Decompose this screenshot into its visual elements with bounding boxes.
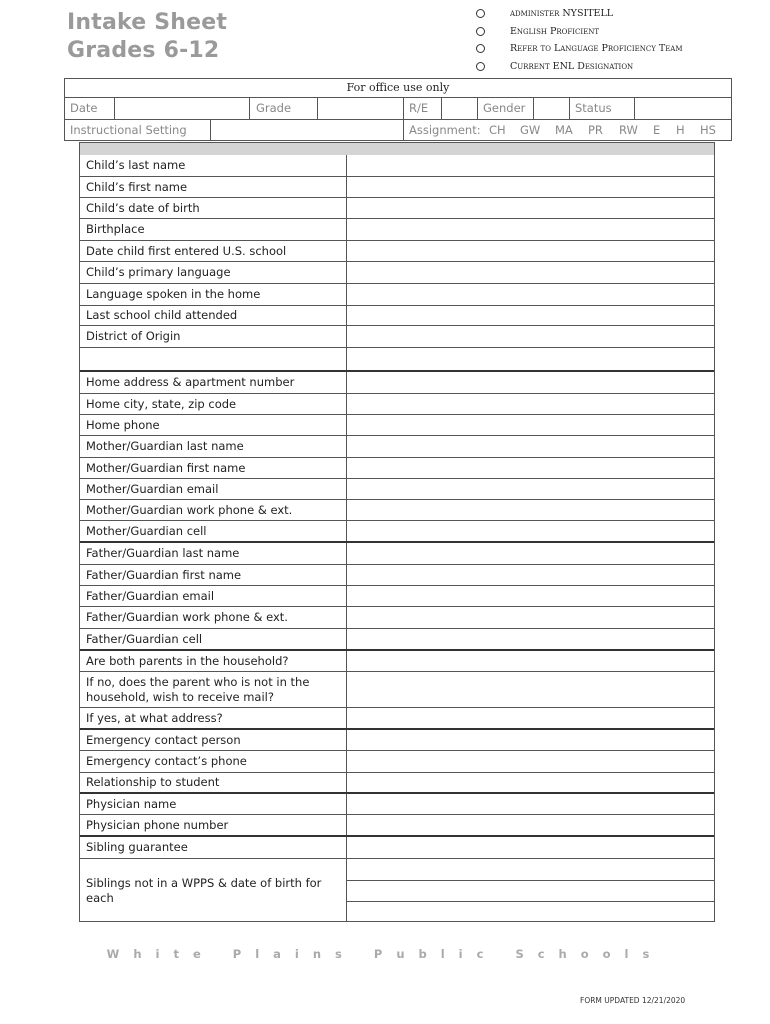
field-row-father-cell[interactable]	[80, 629, 714, 651]
field-row-home-address[interactable]	[80, 372, 714, 394]
field-row-childs-dob[interactable]	[80, 198, 714, 219]
field-label: Father/Guardian cell	[86, 631, 203, 646]
field-row-father-email[interactable]	[80, 586, 714, 607]
field-row-mail-address[interactable]	[80, 708, 714, 730]
field-row-home-language[interactable]	[80, 284, 714, 306]
field-label: Language spoken in the home	[86, 287, 261, 301]
field-label: Home city, state, zip code	[86, 396, 237, 411]
instructional-setting-label: Instructional Setting	[70, 123, 187, 137]
field-label: Father/Guardian email	[86, 588, 215, 603]
field-row-father-last-name[interactable]	[80, 543, 714, 565]
field-row-home-phone[interactable]	[80, 415, 714, 436]
status-field[interactable]	[635, 97, 731, 119]
grade-label: Grade	[256, 101, 292, 115]
status-label: Status	[575, 101, 612, 115]
assignment-option-h[interactable]: H	[676, 123, 685, 137]
gender-field[interactable]	[534, 97, 569, 119]
checklist-label: administer NYSITELL	[510, 8, 614, 20]
assignment-label: Assignment:	[409, 123, 481, 137]
field-label: Siblings not in a WPPS & date of birth for each	[86, 875, 322, 905]
field-label: Are both parents in the household?	[86, 653, 289, 668]
radio-circle-icon[interactable]	[476, 9, 485, 18]
field-label: Mother/Guardian last name	[86, 439, 244, 453]
field-row-relationship[interactable]	[80, 773, 714, 794]
siblings-line-1	[346, 880, 714, 881]
field-row-mother-cell[interactable]	[80, 521, 714, 543]
re-field[interactable]	[442, 97, 477, 119]
field-row-siblings[interactable]	[80, 859, 714, 922]
field-label: Mother/Guardian cell	[86, 523, 207, 538]
office-row-2	[65, 119, 731, 141]
form-title-line2: Grades 6-12	[67, 38, 220, 63]
field-label: Emergency contact’s phone	[86, 754, 247, 768]
field-label: Child’s first name	[86, 179, 188, 194]
instructional-setting-field[interactable]	[211, 119, 403, 141]
field-label: Father/Guardian last name	[86, 546, 240, 560]
field-row-childs-last-name[interactable]	[80, 155, 714, 177]
assignment-option-ch[interactable]: CH	[489, 123, 506, 137]
field-label: Home phone	[86, 417, 160, 432]
radio-circle-icon[interactable]	[476, 27, 485, 36]
field-label: Emergency contact person	[86, 732, 241, 747]
field-row-father-first-name[interactable]	[80, 565, 714, 586]
field-label: Sibling guarantee	[86, 840, 188, 854]
assignment-option-pr[interactable]: PR	[588, 123, 603, 137]
checklist-label: Refer to Language Proficiency Team	[510, 43, 683, 55]
field-label: Last school child attended	[86, 308, 238, 322]
field-row-physician-name[interactable]	[80, 794, 714, 815]
field-label: Child’s last name	[86, 158, 186, 172]
checklist-label: Current ENL Designation	[510, 60, 634, 72]
field-label: Father/Guardian work phone & ext.	[86, 610, 288, 624]
field-row-mother-email[interactable]	[80, 479, 714, 500]
field-label: Physician phone number	[86, 817, 229, 832]
field-label: Relationship to student	[86, 775, 220, 789]
field-row-primary-language[interactable]	[80, 262, 714, 284]
form-header-bar	[80, 143, 714, 155]
field-row-physician-phone[interactable]	[80, 815, 714, 837]
field-row-blank[interactable]	[80, 348, 714, 372]
field-row-district-of-origin[interactable]	[80, 326, 714, 348]
field-row-mail-preference[interactable]	[80, 672, 714, 708]
field-label: If yes, at what address?	[86, 710, 223, 725]
field-row-mother-last-name[interactable]	[80, 436, 714, 458]
field-row-mother-first-name[interactable]	[80, 458, 714, 479]
re-label: R/E	[409, 101, 429, 115]
field-row-emergency-phone[interactable]	[80, 751, 714, 773]
form-title-line1: Intake Sheet	[67, 10, 228, 35]
field-row-emergency-contact[interactable]	[80, 730, 714, 751]
form-updated-date: FORM UPDATED 12/21/2020	[580, 996, 686, 1005]
radio-circle-icon[interactable]	[476, 44, 485, 53]
field-row-sibling-guarantee[interactable]	[80, 837, 714, 859]
field-row-first-us-school[interactable]	[80, 241, 714, 262]
office-row-1	[65, 97, 731, 120]
screening-checklist	[476, 5, 683, 75]
intake-form-table	[79, 142, 715, 922]
field-label: District of Origin	[86, 329, 181, 343]
grade-field[interactable]	[318, 97, 403, 119]
field-row-both-parents[interactable]	[80, 651, 714, 672]
field-label: Birthplace	[86, 222, 145, 236]
field-row-mother-work-phone[interactable]	[80, 500, 714, 521]
school-name-footer: White Plains Public Schools	[106, 947, 664, 961]
assignment-option-hs[interactable]: HS	[700, 123, 716, 137]
assignment-option-gw[interactable]: GW	[520, 123, 541, 137]
field-label: Home address & apartment number	[86, 375, 295, 389]
field-label: Child’s primary language	[86, 265, 231, 279]
gender-label: Gender	[483, 101, 526, 115]
field-label: Mother/Guardian email	[86, 481, 219, 496]
field-label: Father/Guardian first name	[86, 567, 242, 582]
office-use-title: For office use only	[65, 79, 731, 98]
field-label: Child’s date of birth	[86, 200, 200, 215]
checklist-item-enl[interactable]	[476, 58, 683, 76]
date-label: Date	[70, 101, 98, 115]
date-field[interactable]	[115, 97, 249, 119]
office-use-box	[64, 78, 732, 141]
siblings-line-2	[346, 901, 714, 902]
assignment-option-rw[interactable]: RW	[619, 123, 638, 137]
field-label: Mother/Guardian first name	[86, 460, 246, 475]
field-label: Mother/Guardian work phone & ext.	[86, 502, 293, 517]
assignment-option-ma[interactable]: MA	[555, 123, 573, 137]
field-label: Physician name	[86, 796, 177, 811]
field-label: Date child first entered U.S. school	[86, 243, 287, 258]
checklist-item-proficient[interactable]	[476, 23, 683, 41]
field-row-father-work-phone[interactable]	[80, 607, 714, 629]
checklist-label: English Proficient	[510, 25, 600, 37]
checklist-item-refer[interactable]	[476, 40, 683, 58]
field-row-home-city[interactable]	[80, 394, 714, 415]
radio-circle-icon[interactable]	[476, 62, 485, 71]
field-row-childs-first-name[interactable]	[80, 177, 714, 198]
assignment-option-e[interactable]: E	[653, 123, 661, 137]
field-label: If no, does the parent who is not in the household, wish to receive mail?	[86, 674, 310, 704]
checklist-item-nysitell[interactable]	[476, 5, 683, 23]
field-row-birthplace[interactable]	[80, 219, 714, 241]
field-row-last-school[interactable]	[80, 306, 714, 326]
